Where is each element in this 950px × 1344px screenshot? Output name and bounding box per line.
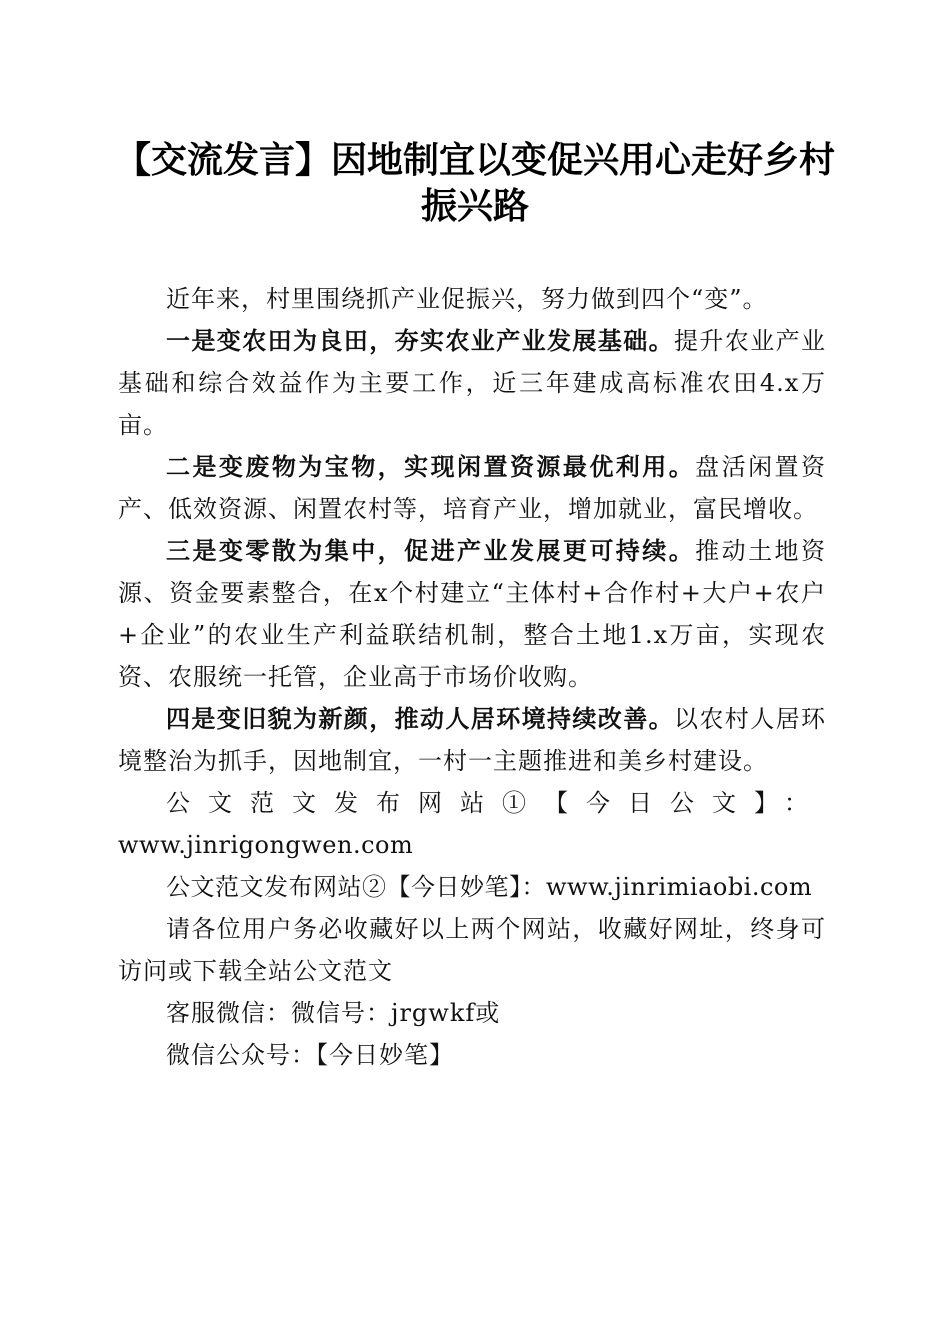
section-text-1: 提升农业产业基础和综合效益作为主要工作，近三年建成高标准农田4.x万亩。 <box>118 327 826 439</box>
footer-notice: 请各位用户务必收藏好以上两个网站，收藏好网址，终身可访问或下载全站公文范文 <box>118 915 826 985</box>
section-text-3: 推动土地资源、资金要素整合，在x个村建立“主体村+合作村+大户+农户+企业”的农业生产利益联结机制，整合土地1.x万亩，实现农资、农服统一托管，企业高于市场价收购。 <box>118 537 827 691</box>
footer-site1-label: 公文范文发布网站①【今日公文】： <box>166 789 826 817</box>
section-lead-4: 四是变旧貌为新颜，推动人居环境持续改善。 <box>166 705 674 733</box>
section-lead-3: 三是变零散为集中，促进产业发展更可持续。 <box>166 537 696 565</box>
section-paragraph-1 <box>118 320 826 446</box>
section-paragraph-2 <box>118 446 826 530</box>
section-text-4: 以农村人居环境整治为抓手，因地制宜，一村一主题推进和美乡村建设。 <box>118 705 826 775</box>
footer-service: 客服微信：微信号：jrgwkf或 <box>166 999 501 1027</box>
section-paragraph-3 <box>118 530 826 698</box>
footer-site1-url[interactable]: www.jinrigongwen.com <box>118 831 414 859</box>
section-lead-2: 二是变废物为宝物，实现闲置资源最优利用。 <box>166 453 696 481</box>
section-paragraph-4 <box>118 698 826 782</box>
footer-site1 <box>118 782 826 866</box>
section-text-2: 盘活闲置资产、低效资源、闲置农村等，培育产业，增加就业，富民增收。 <box>118 453 827 523</box>
intro-paragraph: 近年来，村里围绕抓产业促振兴，努力做到四个“变”。 <box>166 285 768 313</box>
document-body <box>118 278 826 1076</box>
document-title: 【交流发言】因地制宜以变促兴用心走好乡村振兴路 <box>114 140 835 227</box>
footer-site2: 公文范文发布网站②【今日妙笔】：www.jinrimiaobi.com <box>166 873 813 901</box>
section-lead-1: 一是变农田为良田，夯实农业产业发展基础。 <box>166 327 674 355</box>
footer-wechat: 微信公众号：【今日妙笔】 <box>166 1041 454 1069</box>
